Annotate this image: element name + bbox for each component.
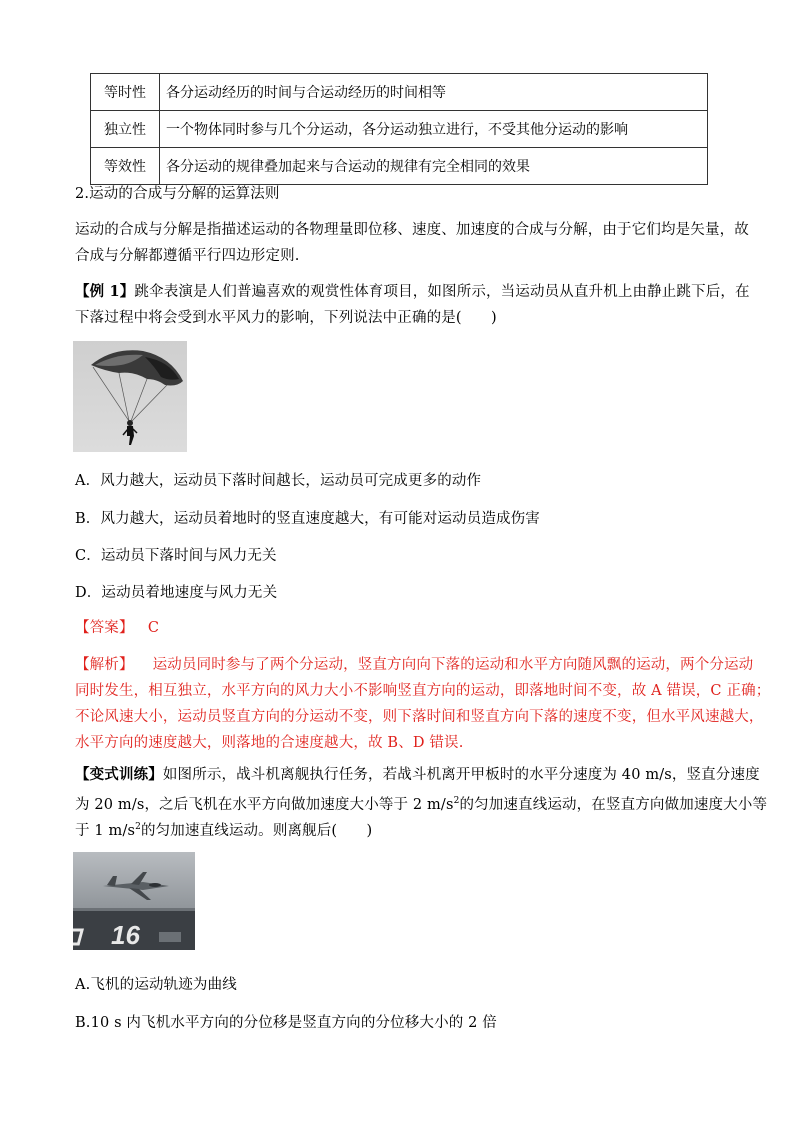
table-row (91, 111, 708, 148)
analysis-line: 水平方向的速度越大，则落地的合速度越大，故 B、D 错误. (75, 735, 464, 751)
table-term: 等时性 (91, 74, 160, 111)
table-desc: 各分运动经历的时间与合运动经历的时间相等 (160, 74, 708, 111)
deck-marking: 16 (111, 920, 140, 950)
option-d: D．运动员着地速度与风力无关 (75, 585, 278, 601)
fighter-jet-image (73, 852, 195, 950)
variant-text: 于 1 m/s (75, 822, 136, 839)
paragraph-line: 运动的合成与分解是指描述运动的各物理量即位移、速度、加速度的合成与分解，由于它们均是矢量，故 (75, 222, 749, 238)
table-desc: 一个物体同时参与几个分运动，各分运动独立进行，不受其他分运动的影响 (160, 111, 708, 148)
variant-text: 的匀加速直线运动，在竖直方向做加速度大小等 (459, 796, 768, 813)
question-text: 跳伞表演是人们普遍喜欢的观赏性体育项目，如图所示，当运动员从直升机上由静止跳下后，在 (134, 284, 750, 300)
section-heading: 2.运动的合成与分解的运算法则 (75, 186, 280, 202)
parachute-illustration (73, 341, 187, 452)
option-b: B．风力越大，运动员着地时的竖直速度越大，有可能对运动员造成伤害 (75, 511, 540, 527)
superscript: 2 (135, 822, 141, 832)
answer-value: C (147, 620, 160, 636)
variant-text: 为 20 m/s，之后飞机在水平方向做加速度大小等于 2 m/s (75, 796, 454, 813)
superscript: 2 (453, 796, 460, 806)
analysis-tag: 【解析】 (75, 657, 134, 673)
table-term: 独立性 (91, 111, 160, 148)
analysis-line: 不论风速大小，运动员竖直方向的分运动不变，则下落时间和竖直方向下落的速度不变，但水平风速越大， (75, 709, 764, 725)
variant-option-a: A.飞机的运动轨迹为曲线 (75, 977, 237, 993)
option-c: C．运动员下落时间与风力无关 (75, 548, 277, 564)
parachute-image (73, 341, 187, 452)
example-question-line: 下落过程中将会受到水平风力的影响，下列说法中正确的是( ) (75, 310, 497, 326)
variant-text: 的匀加速直线运动。则离舰后( ) (140, 822, 373, 839)
variant-tag: 【变式训练】 (75, 766, 163, 783)
variant-question-line (75, 814, 735, 844)
variant-option-b: B.10 s 内飞机水平方向的分位移是竖直方向的分位移大小的 2 倍 (75, 1015, 497, 1031)
properties-table (90, 73, 708, 185)
paragraph-line: 合成与分解都遵循平行四边形定则. (75, 248, 300, 264)
table-row (91, 148, 708, 185)
fighter-jet-illustration (73, 852, 195, 950)
answer-line (75, 615, 735, 641)
analysis-line (75, 652, 754, 678)
table-row (91, 74, 708, 111)
variant-question-line (75, 762, 760, 788)
table-term: 等效性 (91, 148, 160, 185)
variant-text: 如图所示，战斗机离舰执行任务，若战斗机离开甲板时的水平分速度为 40 m/s，竖直分速度 (162, 767, 760, 783)
answer-tag: 【答案】 (75, 620, 134, 636)
table-desc: 各分运动的规律叠加起来与合运动的规律有完全相同的效果 (160, 148, 708, 185)
example-question-line (75, 279, 750, 305)
analysis-text: 运动员同时参与了两个分运动，竖直方向向下落的运动和水平方向随风飘的运动，两个分运动 (152, 657, 754, 673)
option-a: A．风力越大，运动员下落时间越长，运动员可完成更多的动作 (75, 473, 482, 489)
analysis-line: 同时发生，相互独立，水平方向的风力大小不影响竖直方向的运动，即落地时间不变，故 A 错误，C 正确； (75, 683, 771, 699)
example-tag: 【例 1】 (75, 283, 135, 300)
